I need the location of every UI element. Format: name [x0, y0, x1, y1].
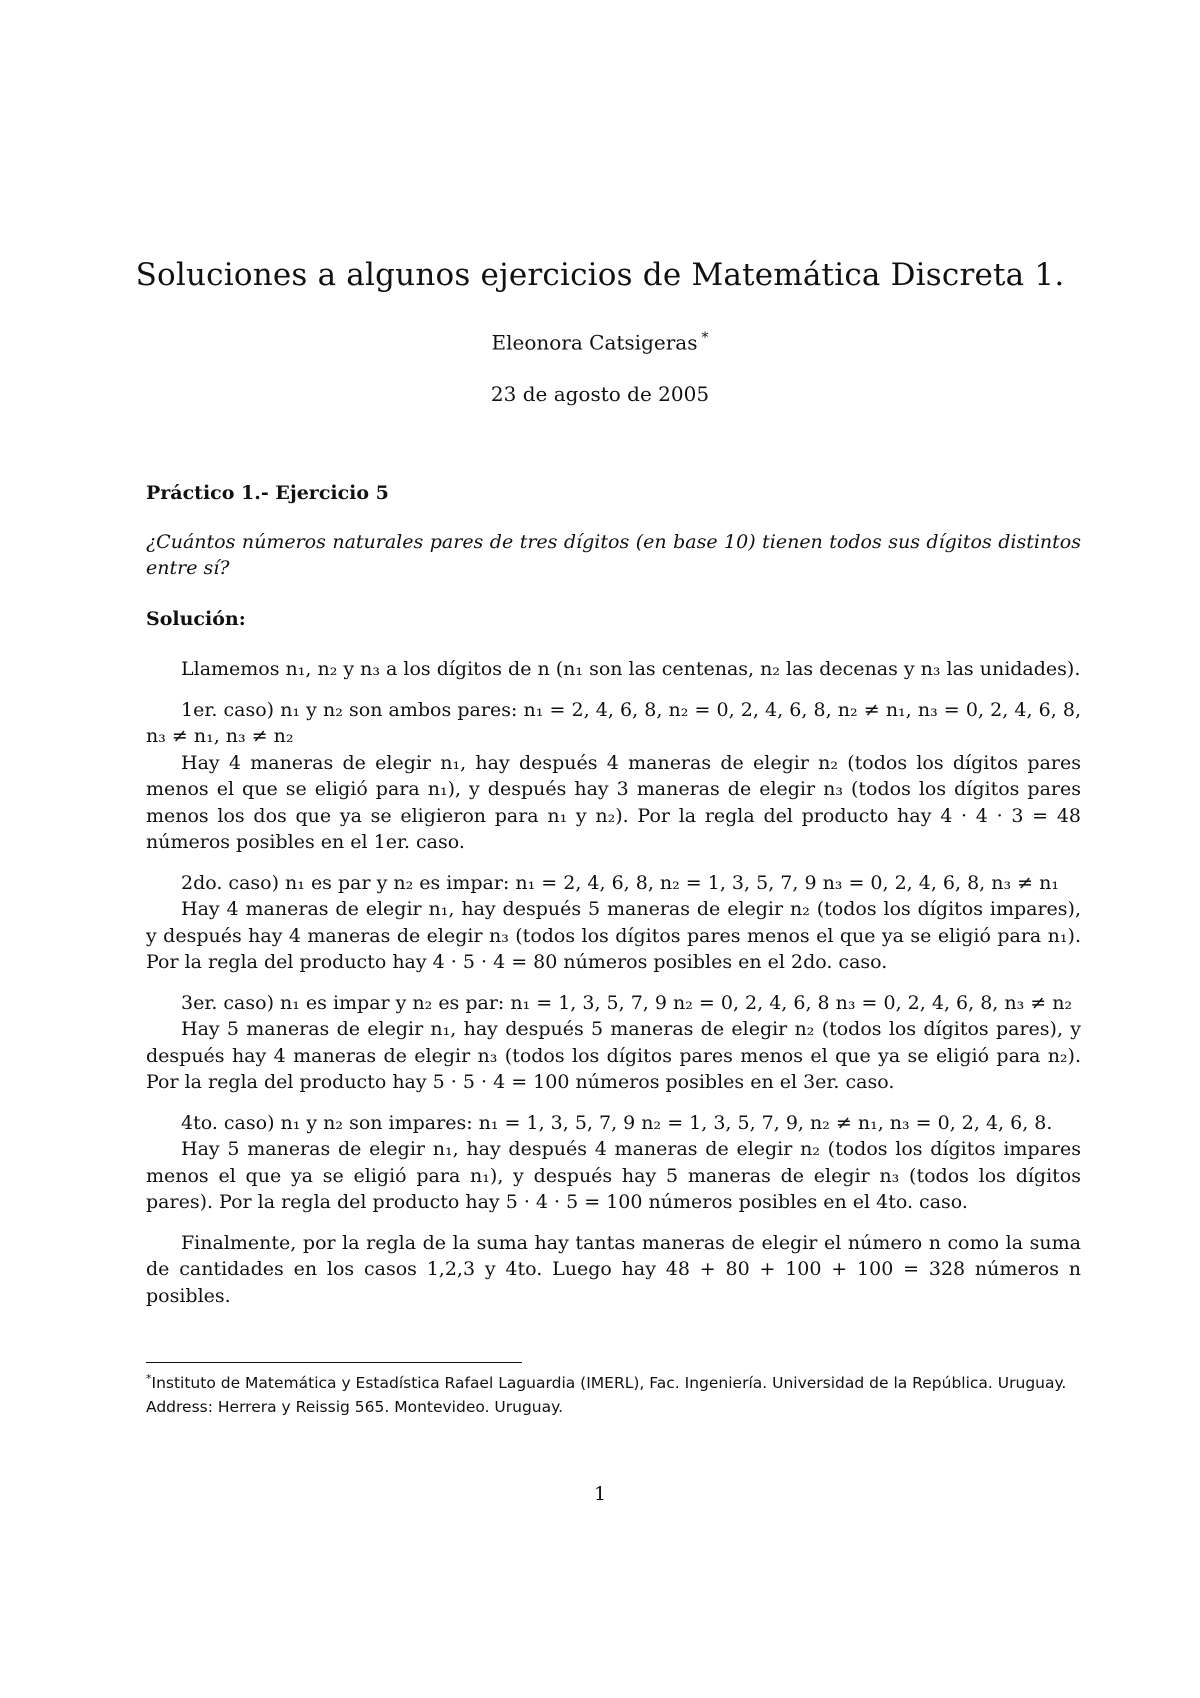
intro-paragraph: Llamemos n₁, n₂ y n₃ a los dígitos de n (n₁ son las centenas, n₂ las decenas y n₃ las unidades).: [181, 658, 1081, 680]
exercise-question: ¿Cuántos números naturales pares de tres dígitos (en base 10) tienen todos sus dígitos distintos entre sí?: [146, 530, 1081, 579]
author-line: [0, 330, 1200, 355]
case1-definition: 1er. caso) n₁ y n₂ son ambos pares: n₁ = 2, 4, 6, 8, n₂ = 0, 2, 4, 6, 8, n₂ ≠ n₁, n₃ = 0, 2, 4, 6, 8, n₃ ≠ n₁, n₃ ≠ n₂: [146, 698, 1081, 747]
conclusion-paragraph: Finalmente, por la regla de la suma hay tantas maneras de elegir el número n como la suma de cantidades en los casos 1,2,3 y 4to. Luego hay 48 + 80 + 100 + 100 = 328 números n posibles.: [146, 1231, 1081, 1307]
document-title: Soluciones a algunos ejercicios de Matemática Discreta 1.: [135, 257, 1065, 293]
case2-explanation: Hay 4 maneras de elegir n₁, hay después 5 maneras de elegir n₂ (todos los dígitos impares), y después hay 4 maneras de elegir n₃ (todos los dígitos pares menos el que ya se eligió para n₁). Por la regla del producto hay 4 · 5 · 4 = 80 números posibles en el 2do. caso.: [146, 898, 1081, 973]
page-number: 1: [593, 1483, 607, 1505]
case1-explanation: Hay 4 maneras de elegir n₁, hay después 4 maneras de elegir n₂ (todos los dígitos pares menos el que se eligió para n₁), y después hay 3 maneras de elegir n₃ (todos los dígitos pares menos los dos que ya se eligieron para n₁ y n₂). Por la regla del producto hay 4 · 4 · 3 = 48 números posibles en el 1er. caso.: [146, 751, 1081, 853]
case3-explanation: Hay 5 maneras de elegir n₁, hay después 5 maneras de elegir n₂ (todos los dígitos pares), y después hay 4 maneras de elegir n₃ (todos los dígitos pares menos el que ya se eligió para n₂). Por la regla del producto hay 5 · 5 · 4 = 100 números posibles en el 3er. caso.: [146, 1018, 1081, 1093]
footnote-divider: [146, 1362, 522, 1363]
case2-definition: 2do. caso) n₁ es par y n₂ es impar: n₁ = 2, 4, 6, 8, n₂ = 1, 3, 5, 7, 9 n₃ = 0, 2, 4, 6, 8, n₃ ≠ n₁: [181, 871, 1059, 894]
author-footnote-mark: *: [701, 330, 709, 346]
section-heading: Práctico 1.- Ejercicio 5: [146, 482, 389, 504]
case4-definition: 4to. caso) n₁ y n₂ son impares: n₁ = 1, 3, 5, 7, 9 n₂ = 1, 3, 5, 7, 9, n₂ ≠ n₁, n₃ = 0, 2, 4, 6, 8.: [181, 1111, 1053, 1134]
footnote: [146, 1367, 1081, 1419]
document-body: [146, 480, 1081, 1309]
case4-explanation: Hay 5 maneras de elegir n₁, hay después 4 maneras de elegir n₂ (todos los dígitos impares menos el que ya se eligió para n₁), y después hay 5 maneras de elegir n₃ (todos los dígitos pares). Por la regla del producto hay 5 · 4 · 5 = 100 números posibles en el 4to. caso.: [146, 1138, 1081, 1213]
document-date: 23 de agosto de 2005: [490, 382, 710, 406]
author-name: Eleonora Catsigeras: [491, 330, 698, 355]
solution-label: Solución:: [146, 607, 246, 630]
footnote-text: Instituto de Matemática y Estadística Rafael Laguardia (IMERL), Fac. Ingeniería. Universidad de la República. Uruguay. Address: Herrera y Reissig 565. Montevideo. Uruguay.: [146, 1374, 1067, 1417]
footnote-mark: *: [146, 1372, 152, 1385]
case3-definition: 3er. caso) n₁ es impar y n₂ es par: n₁ = 1, 3, 5, 7, 9 n₂ = 0, 2, 4, 6, 8 n₃ = 0, 2, 4, 6, 8, n₃ ≠ n₂: [181, 991, 1073, 1014]
